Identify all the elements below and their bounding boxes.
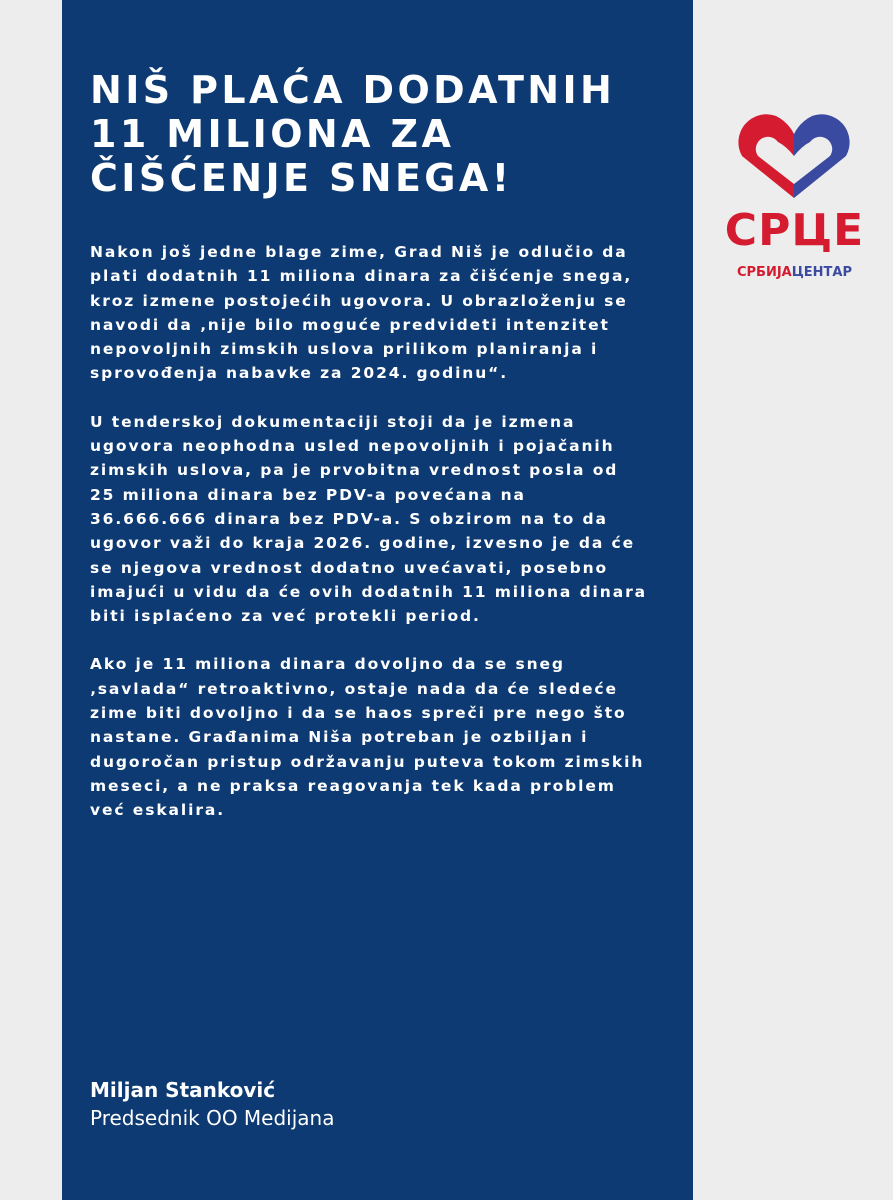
article-paragraph-3: Ako je 11 miliona dinara dovoljno da se sneg ‚savlada“ retroaktivno, ostaje nada da će sledeće zime biti dovoljno i da se haos spreči pre nego što nastane. Građanima Niša potreban je ozbiljan i dugoročan pristup održavanju puteva tokom zimskih meseci, a ne praksa reagovanja tek kada problem već eskalira.: [90, 655, 645, 820]
logo-tagline: [712, 264, 877, 282]
party-logo: [712, 96, 877, 296]
article-body: [90, 240, 650, 847]
logo-tagline-part1: СРБИЈА: [736, 265, 792, 280]
logo-wordmark: СРЦЕ: [724, 205, 865, 256]
article-paragraph-2: U tenderskoj dokumentaciji stoji da je izmena ugovora neophodna usled nepovoljnih i pojačanih zimskih uslova, pa je prvobitna vrednost posla od 25 miliona dinara bez PDV-a povećana na 36.666.666 dinara bez PDV-a. S obzirom na to da ugovor važi do kraja 2026. godine, izvesno je da će se njegova vrednost dodatno uvećavati, posebno imajući u vidu da će ovih dodatnih 11 miliona dinara biti isplaćeno za već protekli period.: [90, 412, 647, 626]
author-role: Predsednik OO Medijana: [90, 1106, 335, 1130]
article-paragraph-1: Nakon još jedne blage zime, Grad Niš je odlučio da plati dodatnih 11 miliona dinara za čišćenje snega, kroz izmene postojećih ugovora. U obrazloženju se navodi da ‚nije bilo moguće predvideti intenzitet nepovoljnih zimskih uslova prilikom planiranja i sprovođenja nabavke za 2024. godinu“.: [90, 243, 633, 383]
article-headline: NIŠ PLAĆA DODATNIH 11 MILIONA ZA ČIŠĆENJE SNEGA!: [90, 68, 616, 200]
author-name: Miljan Stanković: [90, 1078, 276, 1102]
author-block: [90, 1076, 650, 1132]
heart-icon: [724, 106, 864, 206]
logo-tagline-part2: ЦЕНТАР: [791, 265, 853, 280]
